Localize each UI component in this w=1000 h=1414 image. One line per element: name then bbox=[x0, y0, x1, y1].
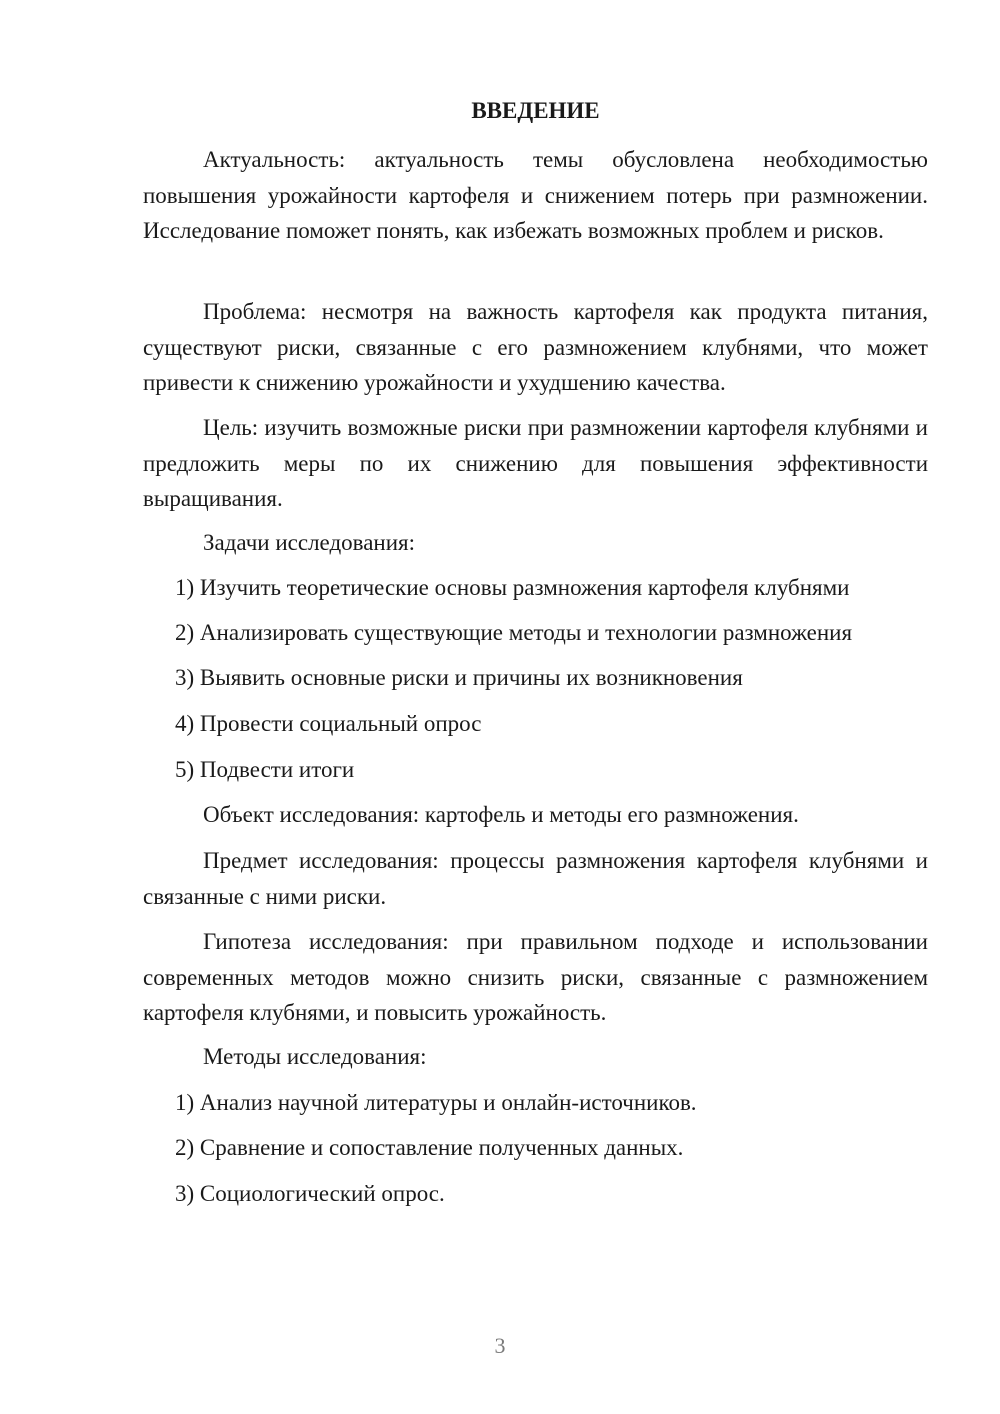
problem-paragraph: Проблема: несмотря на важность картофеля как продукта питания, существуют риски, связанные с его размножением клубнями, что может привести к снижению урожайности и ухудшению качества. bbox=[143, 299, 928, 395]
object-paragraph: Объект исследования: картофель и методы его размножения. bbox=[203, 802, 799, 827]
page-number: 3 bbox=[494, 1333, 506, 1358]
task-item-3: 3) Выявить основные риски и причины их возникновения bbox=[175, 665, 743, 690]
method-item-2: 2) Сравнение и сопоставление полученных данных. bbox=[175, 1135, 684, 1160]
hypothesis-paragraph: Гипотеза исследования: при правильном подходе и использовании современных методов можно снизить риски, связанные с размножением картофеля клубнями, и повысить урожайность. bbox=[143, 929, 928, 1025]
task-item-1: 1) Изучить теоретические основы размножения картофеля клубнями bbox=[175, 575, 850, 600]
relevance-paragraph: Актуальность: актуальность темы обусловлена необходимостью повышения урожайности картофеля и снижением потерь при размножении. Исследование поможет понять, как избежать возможных проблем и рисков. bbox=[143, 147, 928, 243]
task-item-5: 5) Подвести итоги bbox=[175, 757, 355, 782]
task-item-2: 2) Анализировать существующие методы и технологии размножения bbox=[175, 620, 853, 645]
method-item-1: 1) Анализ научной литературы и онлайн-источников. bbox=[175, 1090, 697, 1115]
goal-paragraph: Цель: изучить возможные риски при размножении картофеля клубнями и предложить меры по их снижению для повышения эффективности выращивания. bbox=[143, 415, 928, 511]
methods-heading: Методы исследования: bbox=[203, 1044, 427, 1069]
task-item-4: 4) Провести социальный опрос bbox=[175, 711, 482, 736]
method-item-3: 3) Социологический опрос. bbox=[175, 1181, 445, 1206]
subject-paragraph: Предмет исследования: процессы размножения картофеля клубнями и связанные с ними риски. bbox=[143, 848, 928, 909]
page-title: ВВЕДЕНИЕ bbox=[471, 98, 600, 123]
tasks-heading: Задачи исследования: bbox=[203, 530, 416, 555]
